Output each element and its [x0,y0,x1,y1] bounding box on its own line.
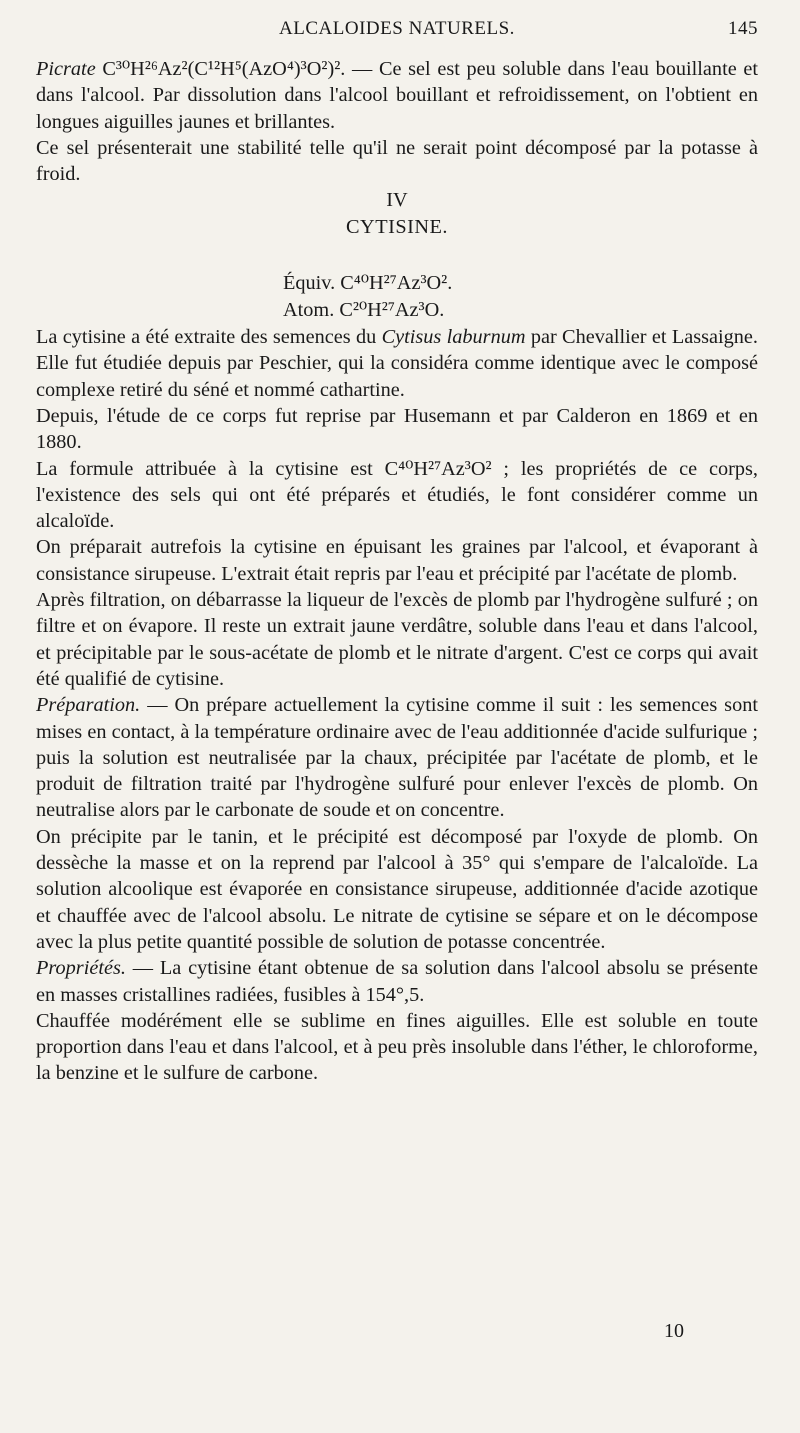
section-title: CYTISINE. [346,215,448,238]
picrate-text: — Ce sel est peu soluble dans l'eau bouillante et dans l'alcool. Par dissolution dans l'alcool bouillant et refroidissement, on l'obtient en longues aiguilles jaunes et brillantes. [36,58,758,133]
picrate-paragraph [36,56,758,135]
precipitation-paragraph: On précipite par le tanin, et le précipité est décomposé par l'oxyde de plomb. On dessèche la masse et on la reprend par l'alcool à 35° qui s'empare de l'alcaloïde. La solution alcoolique est évaporée en consistance sirupeuse, additionnée d'acide azotique et chauffée avec de l'alcool absolu. Le nitrate de cytisine se sépare et on le décompose avec la plus petite quantité possible de solution de potasse concentrée. [36,825,758,953]
preparation-paragraph [36,692,758,823]
formula-block [36,270,758,324]
section-number: IV [386,189,408,212]
atom-formula [283,297,758,324]
properties-text: — La cytisine étant obtenue de sa solution dans l'alcool absolu se présente en masses cristallines radiées, fusibles à 154°,5. [36,957,758,1006]
equiv-value: C⁴⁰H²⁷Az³O². [340,272,453,295]
preparation-label: Préparation. [36,694,141,717]
study-paragraph: Depuis, l'étude de ce corps fut reprise par Husemann et par Calderon en 1869 et en 1880. [36,404,758,454]
header-title: ALCALOIDES NATURELS. [279,18,515,39]
history-text-b: par Chevallier et Lassaigne. Elle fut étudiée depuis par Peschier, qui la considéra comme identique avec le composé complexe retiré du séné et nommé cathartine. [36,326,758,401]
atom-label: Atom. [283,299,335,322]
preparation-text: — On prépare actuellement la cytisine comme il suit : les semences sont mises en contact, à la température ordinaire avec de l'eau additionnée d'acide sulfurique ; puis la solution est neutralisée par la chaux, précipitée par l'acétate de plomb, et le produit de filtration traité par l'hydrogène sulfuré pour enlever l'excès de plomb. On neutralise alors par le carbonate de soude et on concentre. [36,694,758,822]
picrate-stability-paragraph: Ce sel présenterait une stabilité telle qu'il ne serait point décomposé par la potasse à froid. [36,136,758,186]
sublimation-paragraph: Chauffée modérément elle se sublime en fines aiguilles. Elle est soluble en toute proportion dans l'eau et dans l'alcool, et à peu près insoluble dans l'éther, le chloroforme, la benzine et le sulfure de carbone. [36,1009,758,1085]
page-body [36,56,758,1087]
formula-paragraph: La formule attribuée à la cytisine est C⁴⁰H²⁷Az³O² ; les propriétés de ce corps, l'existence des sels qui ont été préparés et étudiés, le font considérer comme un alcaloïde. [36,457,758,533]
equiv-label: Équiv. [283,272,336,295]
properties-label: Propriétés. [36,957,126,980]
signature-mark: 10 [664,1320,684,1342]
picrate-label: Picrate [36,58,96,80]
history-text-a: La cytisine a été extraite des semences du [36,326,382,349]
filtration-paragraph: Après filtration, on débarrasse la liqueur de l'excès de plomb par l'hydrogène sulfuré ; on filtre et on évapore. Il reste un extrait jaune verdâtre, soluble dans l'eau et dans l'alcool, et précipitable par le sous-acétate de plomb et le nitrate d'argent. C'est ce corps qui avait été qualifié de cytisine. [36,589,758,690]
running-header [36,18,758,46]
atom-value: C²⁰H²⁷Az³O. [339,299,445,322]
species-name: Cytisus laburnum [381,326,526,349]
picrate-formula: C³⁰H²⁶Az²(C¹²H⁵(AzO⁴)³O²)². [102,58,346,80]
properties-paragraph [36,955,758,1008]
history-paragraph [36,324,758,403]
equiv-formula [283,270,758,297]
page-number: 145 [728,18,758,39]
old-method-paragraph: On préparait autrefois la cytisine en épuisant les graines par l'alcool, et évaporant à consistance sirupeuse. L'extrait était repris par l'eau et précipité par l'acétate de plomb. [36,536,758,585]
